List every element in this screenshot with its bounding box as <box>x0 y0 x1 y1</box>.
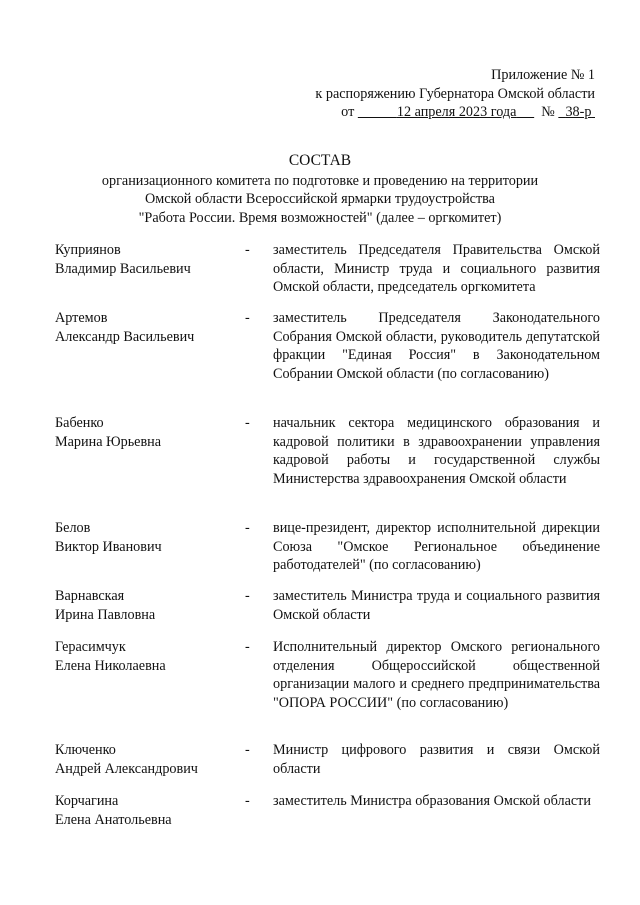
title-heading: СОСТАВ <box>288 152 352 169</box>
member-dash: - <box>245 415 250 431</box>
member-role: заместитель Председателя Законодательного Собрания Омской области, руководитель депутатской фракции "Единая Россия" в Законодательном Собрании Омской области (по согласованию) <box>273 310 600 382</box>
member-role: вице-президент, директор исполнительной дирекции Союза "Омское Региональное объединение работодателей" (по согласованию) <box>273 520 600 573</box>
member-given-names: Виктор Иванович <box>55 538 162 555</box>
member-name <box>55 414 245 488</box>
member-name <box>55 309 245 383</box>
member-name <box>55 638 245 712</box>
member-name <box>55 519 245 575</box>
member-surname: Варнавская <box>55 588 125 604</box>
member-role: Министр цифрового развития и связи Омской области <box>273 742 600 777</box>
member-dash: - <box>245 793 250 809</box>
title-line-3: "Работа России. Время возможностей" (далее – оргкомитет) <box>138 209 502 226</box>
member-role: заместитель Председателя Правительства Омской области, Министр труда и социального развития Омской области, председатель оргкомитета <box>273 242 600 295</box>
member-given-names: Владимир Васильевич <box>55 260 191 277</box>
member-given-names: Елена Николаевна <box>55 657 166 674</box>
appendix-reference: к распоряжению Губернатора Омской области <box>315 85 595 102</box>
member-dash: - <box>245 588 250 604</box>
order-number: 38-р <box>565 104 592 120</box>
member-row <box>55 519 600 575</box>
member-row <box>55 638 600 712</box>
member-surname: Корчагина <box>55 793 119 809</box>
member-name <box>55 587 245 624</box>
title-line-2: Омской области Всероссийской ярмарки трудоустройства <box>145 191 495 207</box>
member-surname: Ключенко <box>55 742 116 758</box>
member-surname: Артемов <box>55 310 108 326</box>
member-role: начальник сектора медицинского образования и кадровой политики в здравоохранении управления кадровой работы и государственной службы Министерства здравоохранения Омской области <box>273 415 600 487</box>
member-role: заместитель Министра труда и социального развития Омской области <box>273 588 600 623</box>
member-given-names: Андрей Александрович <box>55 760 198 777</box>
appendix-number: Приложение № 1 <box>491 67 595 83</box>
appendix-date-line <box>315 103 595 122</box>
member-given-names: Елена Анатольевна <box>55 811 172 828</box>
date-prefix: от <box>341 104 355 120</box>
member-row <box>55 741 600 778</box>
document-title <box>0 152 640 227</box>
member-name <box>55 741 245 778</box>
member-name <box>55 792 245 829</box>
member-given-names: Александр Васильевич <box>55 328 195 345</box>
member-dash: - <box>245 639 250 655</box>
member-role: Исполнительный директор Омского регионального отделения Общероссийской общественной организации малого и среднего предпринимательства "ОПОРА РОССИИ" (по согласованию) <box>273 639 600 711</box>
member-name <box>55 241 245 297</box>
member-row <box>55 414 600 488</box>
member-surname: Герасимчук <box>55 639 126 655</box>
title-line-1: организационного комитета по подготовке и проведению на территории <box>101 172 539 189</box>
member-dash: - <box>245 520 250 536</box>
member-given-names: Марина Юрьевна <box>55 433 162 450</box>
member-surname: Куприянов <box>55 242 121 258</box>
member-row <box>55 587 600 624</box>
member-row <box>55 241 600 297</box>
member-row <box>55 309 600 383</box>
appendix-header <box>315 66 595 122</box>
order-date: 12 апреля 2023 года <box>396 104 517 120</box>
member-dash: - <box>245 242 250 258</box>
member-surname: Бабенко <box>55 415 104 431</box>
member-row <box>55 792 600 829</box>
member-given-names: Ирина Павловна <box>55 606 156 623</box>
order-number-label: № <box>541 104 555 120</box>
member-dash: - <box>245 310 250 326</box>
member-role: заместитель Министра образования Омской области <box>273 793 591 809</box>
member-dash: - <box>245 742 250 758</box>
member-surname: Белов <box>55 520 91 536</box>
